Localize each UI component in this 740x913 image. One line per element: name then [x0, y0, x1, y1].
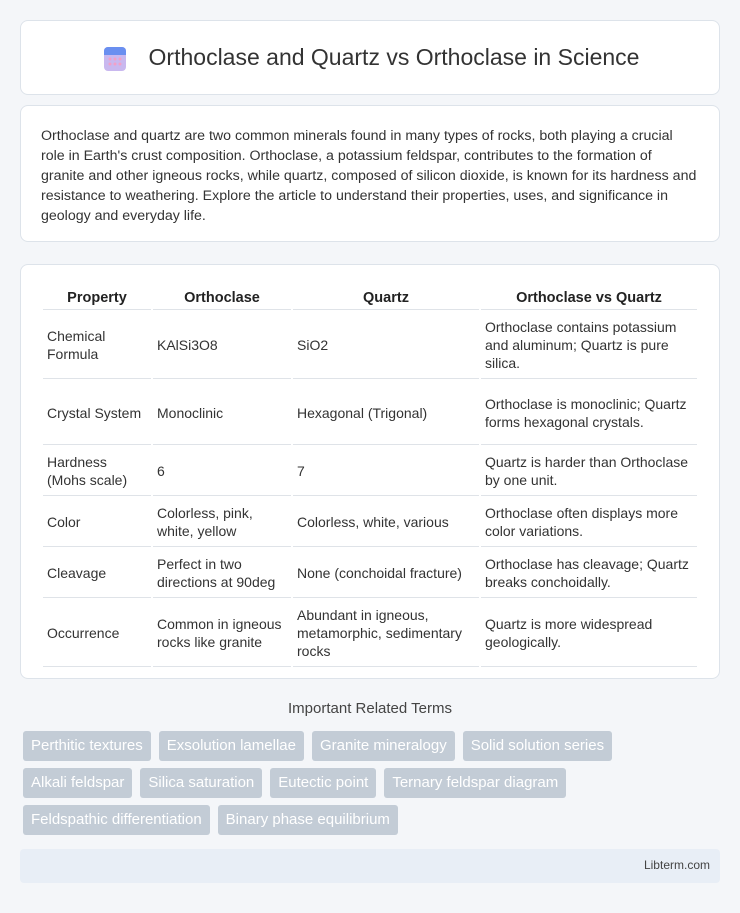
table-cell: Orthoclase often displays more color variations. — [481, 498, 697, 547]
related-term-tag[interactable]: Exsolution lamellae — [159, 731, 304, 761]
related-terms-tags — [23, 731, 723, 842]
comparison-table-card — [20, 264, 720, 679]
table-cell: Occurrence — [43, 600, 151, 667]
related-term-tag[interactable]: Perthitic textures — [23, 731, 151, 761]
table-cell: Cleavage — [43, 549, 151, 598]
related-term-tag[interactable]: Eutectic point — [270, 768, 376, 798]
comparison-table — [41, 283, 699, 669]
footer — [20, 849, 720, 883]
header-card — [20, 20, 720, 95]
column-header: Quartz — [293, 285, 479, 310]
related-term-tag[interactable]: Silica saturation — [140, 768, 262, 798]
table-cell: Hexagonal (Trigonal) — [293, 381, 479, 445]
related-term-tag[interactable]: Alkali feldspar — [23, 768, 132, 798]
table-row — [43, 312, 697, 379]
related-term-tag[interactable]: Solid solution series — [463, 731, 612, 761]
table-cell: Orthoclase is monoclinic; Quartz forms hexagonal crystals. — [481, 381, 697, 445]
table-cell: Crystal System — [43, 381, 151, 445]
table-row — [43, 549, 697, 598]
table-cell: Colorless, pink, white, yellow — [153, 498, 291, 547]
table-cell: Orthoclase contains potassium and aluminum; Quartz is pure silica. — [481, 312, 697, 379]
table-cell: SiO2 — [293, 312, 479, 379]
table-cell: Common in igneous rocks like granite — [153, 600, 291, 667]
table-cell: KAlSi3O8 — [153, 312, 291, 379]
table-header-row — [43, 285, 697, 310]
table-cell: 6 — [153, 447, 291, 496]
table-cell: Orthoclase has cleavage; Quartz breaks conchoidally. — [481, 549, 697, 598]
related-term-tag[interactable]: Granite mineralogy — [312, 731, 455, 761]
table-cell: Colorless, white, various — [293, 498, 479, 547]
table-cell: Abundant in igneous, metamorphic, sedimentary rocks — [293, 600, 479, 667]
intro-text: Orthoclase and quartz are two common minerals found in many types of rocks, both playing a crucial role in Earth's crust composition. Orthoclase, a potassium feldspar, contributes to the formation of granite and other igneous rocks, while quartz, composed of silicon dioxide, is known for its hardness and resistance to weathering. Explore the article to understand their properties, uses, and significance in geology and everyday life. — [41, 128, 697, 224]
related-term-tag[interactable]: Binary phase equilibrium — [218, 805, 398, 835]
table-row — [43, 381, 697, 445]
table-cell: Perfect in two directions at 90deg — [153, 549, 291, 598]
column-header: Property — [43, 285, 151, 310]
related-term-tag[interactable]: Ternary feldspar diagram — [384, 768, 566, 798]
related-term-tag[interactable]: Feldspathic differentiation — [23, 805, 210, 835]
calculator-icon — [101, 44, 129, 72]
table-cell: Hardness (Mohs scale) — [43, 447, 151, 496]
table-cell: Monoclinic — [153, 381, 291, 445]
table-cell: Quartz is harder than Orthoclase by one unit. — [481, 447, 697, 496]
related-terms-title: Important Related Terms — [288, 700, 452, 717]
table-cell: Quartz is more widespread geologically. — [481, 600, 697, 667]
table-cell: None (conchoidal fracture) — [293, 549, 479, 598]
column-header: Orthoclase vs Quartz — [481, 285, 697, 310]
column-header: Orthoclase — [153, 285, 291, 310]
table-row — [43, 447, 697, 496]
footer-site-link[interactable]: Libterm.com — [643, 858, 710, 872]
table-cell: Chemical Formula — [43, 312, 151, 379]
table-cell: Color — [43, 498, 151, 547]
table-row — [43, 600, 697, 667]
table-cell: 7 — [293, 447, 479, 496]
table-row — [43, 498, 697, 547]
page-title: Orthoclase and Quartz vs Orthoclase in Science — [148, 44, 640, 70]
intro-card — [20, 105, 720, 242]
